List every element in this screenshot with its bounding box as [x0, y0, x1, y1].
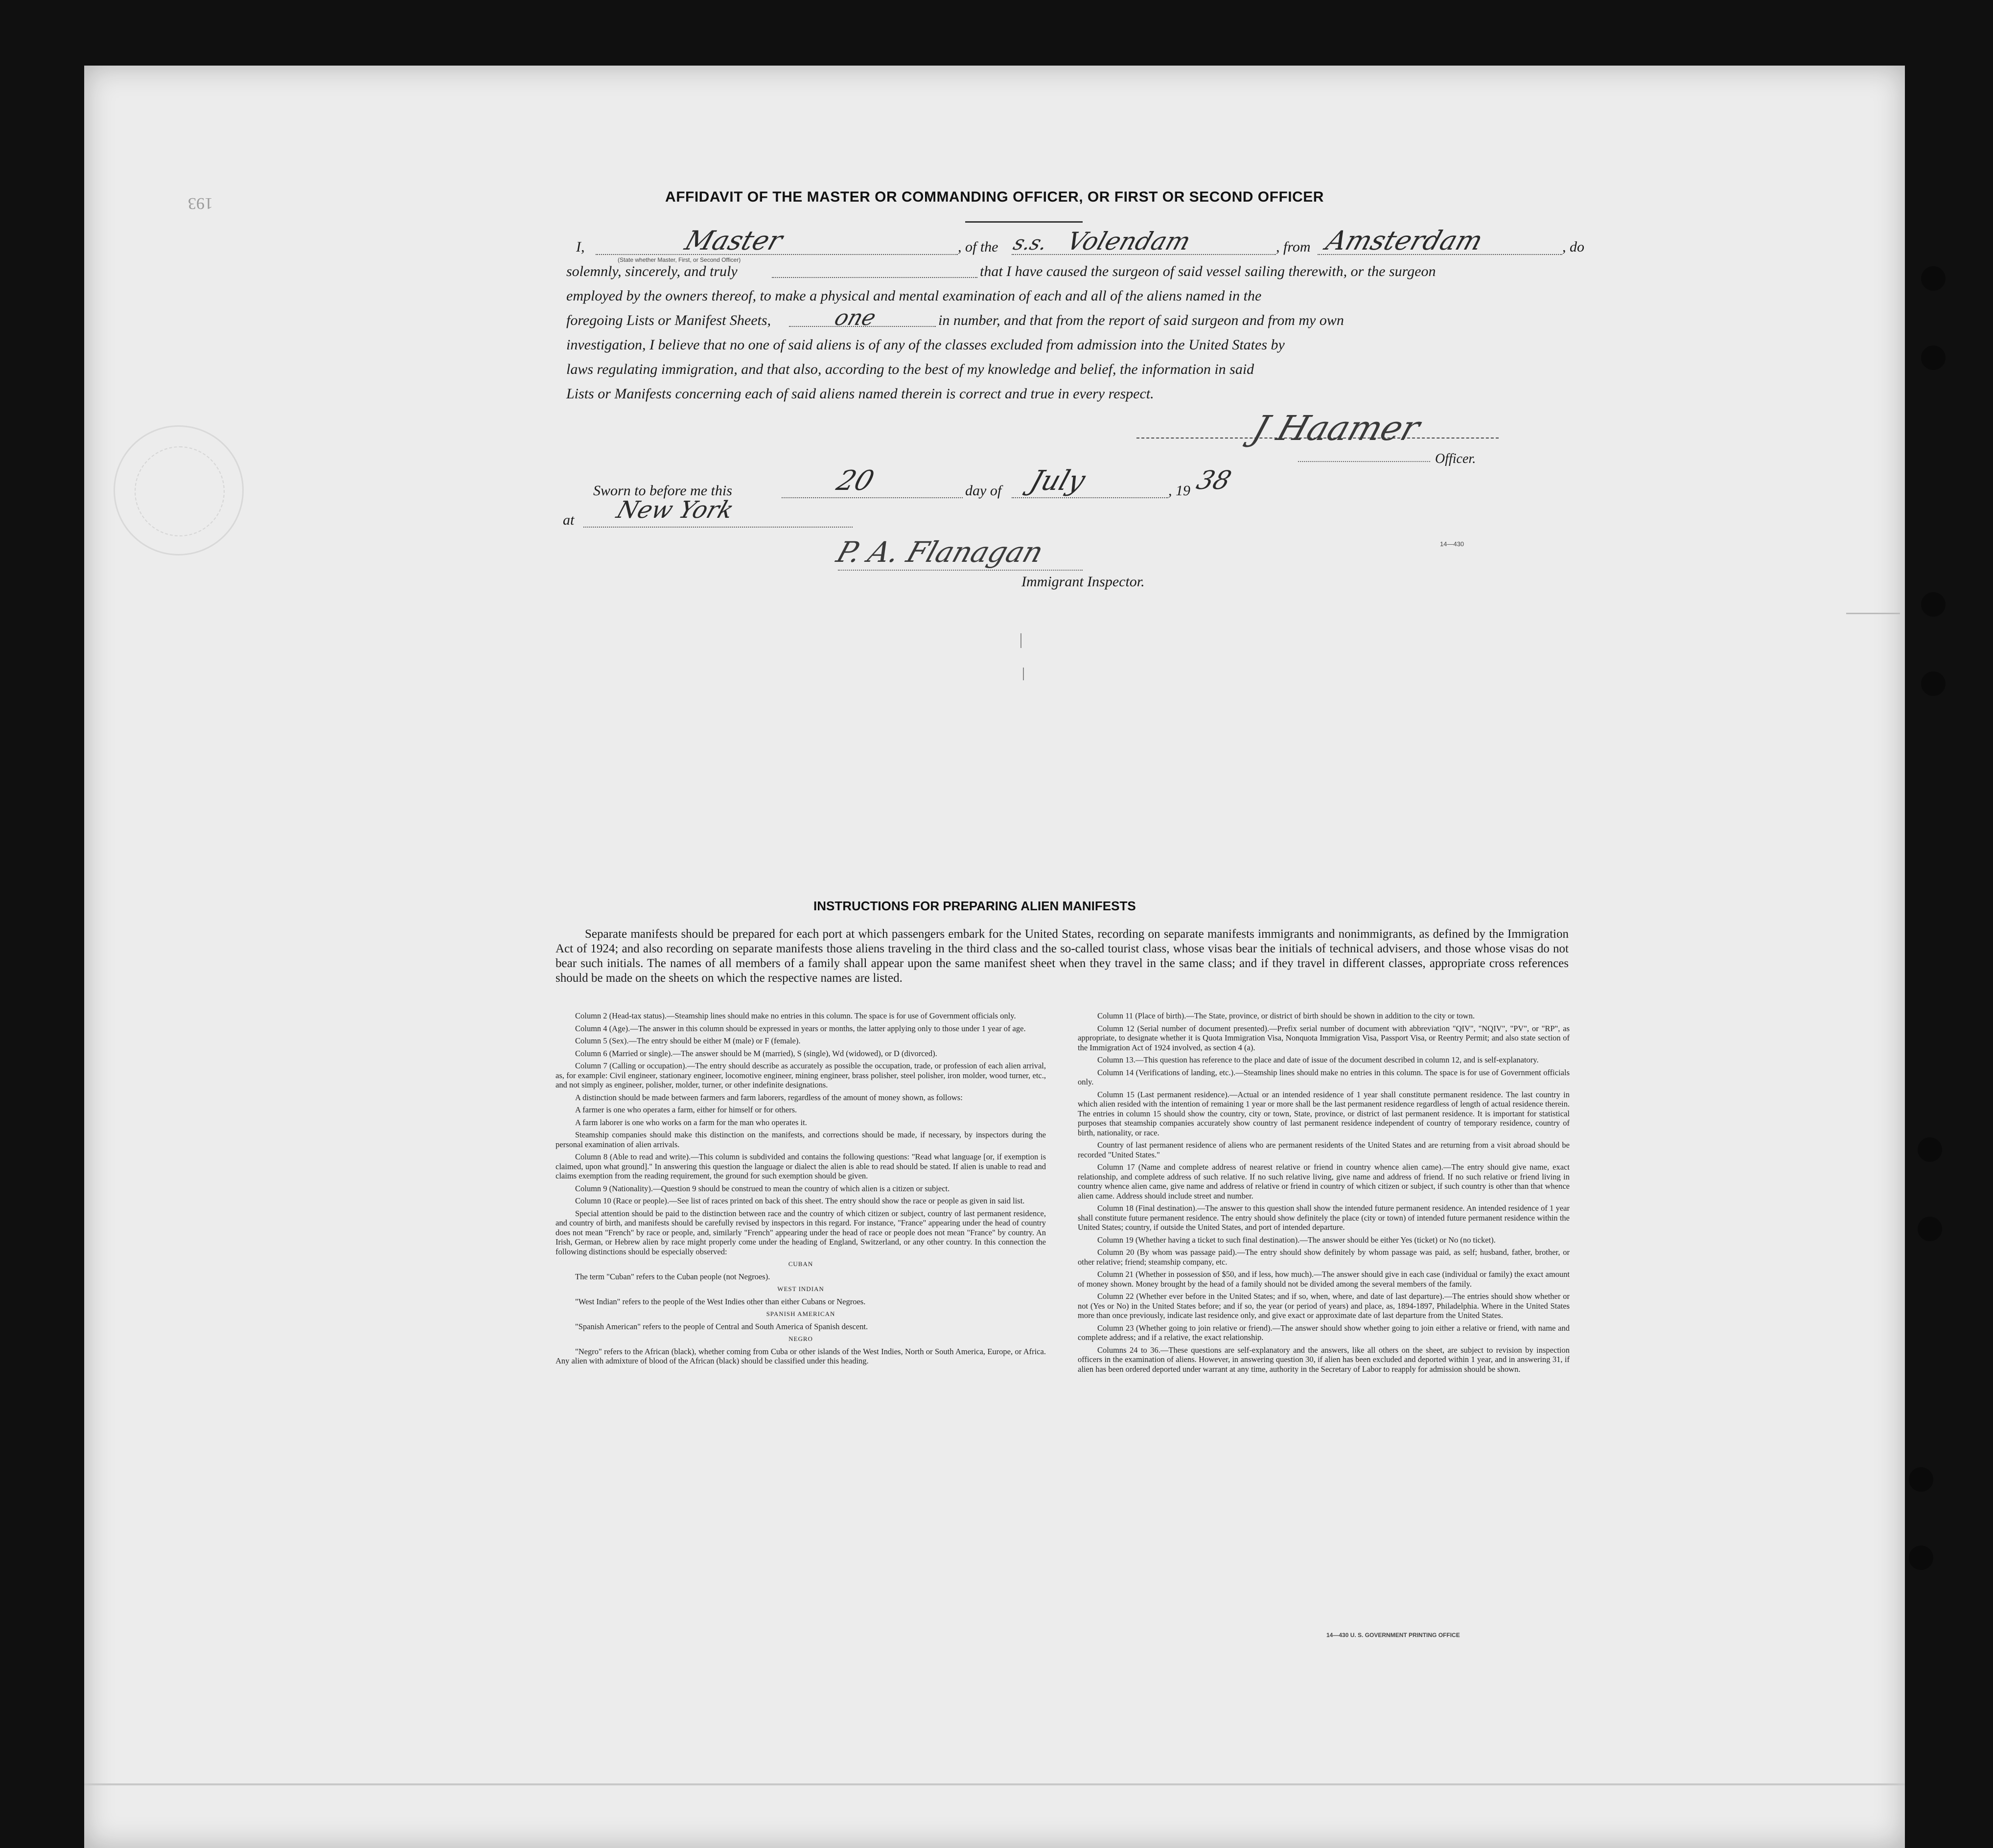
instructions-intro: Separate manifests should be prepared for each port at which passengers embark for the United States, recording on separate manifests immigrants and nonimmigrants, as defined by the Immigration Act of 1924; and also recording on separate manifests those aliens traveling in the third class and the so-called tourist class, whose visas bear the initials of technical advisers, and those whose visas do not bear such initials. The names of all members of a family shall appear upon the same manifest sheet when they travel in the same class; and if they travel in different classes, appropriate cross references should be made on the sheets on which the respective names are listed. — [556, 927, 1569, 985]
race-heading: SPANISH AMERICAN — [766, 1310, 835, 1317]
year-prefix: , 19 — [1168, 483, 1190, 499]
right-column-paragraph: Column 21 (Whether in possession of $50, and if less, how much).—The answer should give in each case (individual or family) the exact amount of money shown. Money brought by the head of a family should not be divided among the several members of the family. — [1078, 1270, 1570, 1289]
left-column-paragraph: A farmer is one who operates a farm, either for himself or for others. — [575, 1105, 797, 1114]
affidavit-line-2-left: solemnly, sincerely, and truly — [566, 263, 738, 279]
affidavit-line-6: laws regulating immigration, and that also, according to the best of my knowledge and belief, the information in said — [566, 361, 1254, 377]
right-column-paragraph: Country of last permanent residence of aliens who are permanent residents of the United States and are returning from a visit abroad should be recorded "United States." — [1078, 1140, 1570, 1159]
affidavit-do: , do — [1562, 239, 1584, 255]
left-column-paragraph: Column 7 (Calling or occupation).—The entry should describe as accurately as possible the occupation, trade, or profession of each alien arrival, as, for example: Civil engineer, stationary engineer, locomotive engineer, mining engineer, brass polisher, steel polisher, iron molder, wood turner, etc., and not simply as engineer, polisher, molder, turner, or other indefinite designations. — [556, 1061, 1046, 1089]
right-column-paragraph: Column 23 (Whether going to join relative or friend).—The answer should show whether going to join either a relative or friend, with name and complete address; and if a relative, the exact relationship. — [1078, 1323, 1570, 1342]
manifest-sheet — [84, 66, 1905, 1848]
instructions-title: INSTRUCTIONS FOR PREPARING ALIEN MANIFESTS — [813, 899, 1136, 913]
right-column-paragraph: Column 14 (Verifications of landing, etc.).—Steamship lines should make no entries in this column. The space is for use of Government officials only. — [1078, 1067, 1570, 1086]
margin-page-number: 193 — [188, 194, 213, 212]
sworn-place-line — [583, 527, 853, 528]
right-column-paragraph: Column 17 (Name and complete address of nearest relative or friend in country whence alien came).—The entry should give name, exact relationship, and complete address of such relative. If no such relative living, give name and address of friend. If no such relative or friend living in country whence alien came, give name and address of relative or friend in country of which citizen or subject, if such country is other than that whence alien came. Address should include street and number. — [1078, 1162, 1570, 1201]
sworn-year-handwritten: 38 — [1193, 466, 1235, 495]
fold-mark — [1846, 613, 1900, 614]
punch-hole — [1909, 1546, 1933, 1570]
left-column-paragraph: Column 4 (Age).—The answer in this column should be expressed in years or months, the latter applying only to those under 1 year of age. — [575, 1023, 1026, 1033]
affidavit-line-3: employed by the owners thereof, to make a physical and mental examination of each and all of the aliens named in the — [566, 288, 1262, 304]
race-definition: "West Indian" refers to the people of the West Indies other than either Cubans or Negroes. — [575, 1296, 866, 1306]
affidavit-title: AFFIDAVIT OF THE MASTER OR COMMANDING OFFICER, OR FIRST OR SECOND OFFICER — [665, 189, 1324, 205]
left-column-paragraph: A distinction should be made between farmers and farm laborers, regardless of the amount of money shown, as follows: — [575, 1092, 963, 1102]
inspector-signature-line — [838, 570, 1083, 571]
officer-label-line — [1298, 461, 1430, 462]
left-column-paragraph: Column 9 (Nationality).—Question 9 should be construed to mean the country of which alien is a citizen or subject. — [575, 1183, 950, 1193]
inspector-label: Immigrant Inspector. — [1021, 574, 1145, 590]
right-column-paragraph: Column 18 (Final destination).—The answer to this question shall show the intended future permanent residence. An intended residence of 1 year shall constitute future permanent residence. The entry should show definitely the place (city or town) of intended future permanent residence within the United States; country, if outside the United States, and port of intended departure. — [1078, 1203, 1570, 1232]
punch-hole — [1921, 671, 1946, 696]
port-from-handwritten: Amsterdam — [1322, 225, 1487, 256]
officer-rank-handwritten: Master — [681, 225, 787, 256]
right-column-paragraph: Column 15 (Last permanent residence).—Actual or an intended residence of 1 year shall constitute permanent residence. The last country in which alien resided with the intention of remaining 1 year or more shall be the last permanent residence regardless of length of actual residence therein. The entries in column 15 should show the country, city or town, State, province, or district of last permanent residence. It is important for statistical purposes that steamship companies accurately show country of last permanent residence independent of country of temporary residence, country of birth, nationality, or race. — [1078, 1089, 1570, 1137]
embossed-seal — [114, 425, 244, 555]
race-definition: The term "Cuban" refers to the Cuban people (not Negroes). — [575, 1271, 770, 1281]
right-column-paragraph: Column 13.—This question has reference to the place and date of issue of the document described in column 12, and is self-explanatory. — [1097, 1055, 1539, 1064]
rank-note: (State whether Master, First, or Second Officer) — [618, 256, 741, 263]
race-heading: WEST INDIAN — [777, 1285, 824, 1293]
left-column-paragraph: Column 5 (Sex).—The entry should be either M (male) or F (female). — [575, 1036, 801, 1045]
officer-signature: J Haamer — [1247, 408, 1425, 448]
affidavit-line-2-right: that I have caused the surgeon of said vessel sailing therewith, or the surgeon — [980, 263, 1436, 279]
day-of-label: day of — [965, 483, 1002, 499]
printing-office-footer: 14—430 U. S. GOVERNMENT PRINTING OFFICE — [1326, 1632, 1460, 1639]
sheet-lower-edge — [84, 1783, 1905, 1785]
right-column-paragraph: Column 22 (Whether ever before in the United States; and if so, when, where, and date of last departure).—The entries should show whether or not (Yes or No) in the United States before; and if so, the year (or period of years) and place, as, 1894-1897, Philadelphia. Where in the United States more than once previously, indicate last residence only, and give exact or approximate date of last departure from the United States. — [1078, 1292, 1570, 1320]
left-column-paragraph: Column 6 (Married or single).—The answer should be M (married), S (single), Wd (widowed), or D (divorced). — [575, 1048, 937, 1058]
sworn-text: Sworn to before me this — [593, 483, 732, 499]
crease-mark — [1023, 668, 1024, 680]
left-column-paragraph: Special attention should be paid to the distinction between race and the country of which citizen or subject, country of last permanent residence, and country of birth, and manifests should be carefully revised by inspectors in this regard. For instance, "France" appearing under the head of country does not mean "French" by race or people, and, similarly "French" appearing under the head of race or people does not mean "France" by country. An Irish, German, or Hebrew alien by race might properly come under the heading of England, Switzerland, or any other country. In this connection the following distinctions should be especially observed: — [556, 1208, 1046, 1256]
affidavit-i: I, — [576, 239, 585, 255]
sheet-count-handwritten: one — [831, 305, 880, 330]
affidavit-from: , from — [1276, 239, 1311, 255]
left-column-paragraph: A farm laborer is one who works on a farm for the man who operates it. — [575, 1117, 807, 1127]
punch-hole — [1909, 1467, 1933, 1492]
title-divider — [965, 221, 1083, 223]
sworn-day-handwritten: 20 — [833, 465, 878, 497]
punch-hole — [1921, 266, 1946, 291]
affidavit-line-5: investigation, I believe that no one of said aliens is of any of the classes excluded from admission into the United States by — [566, 337, 1285, 353]
race-heading: CUBAN — [788, 1260, 813, 1268]
line2-fill-line — [772, 277, 977, 278]
sworn-day-line — [782, 497, 963, 498]
sworn-month-handwritten: July — [1026, 465, 1089, 497]
punch-hole — [1921, 346, 1946, 370]
right-column-paragraph: Column 12 (Serial number of document presented).—Prefix serial number of document with abbreviation "QIV", "NQIV", "PV", or "RP", as appropriate, to designate whether it is Quota Immigration Visa, Nonquota Immigration Visa, Passport Visa, or Reentry Permit; and also state section of the Immigration Act of 1924 involved, as section 4 (a). — [1078, 1023, 1570, 1052]
left-column-paragraph: Column 10 (Race or people).—See list of races printed on back of this sheet. The entry should show the race or people as given in said list. — [575, 1196, 1025, 1205]
crease-mark — [1020, 633, 1021, 648]
right-column-paragraph: Column 19 (Whether having a ticket to such final destination).—The answer should be either Yes (ticket) or No (no ticket). — [1097, 1235, 1496, 1245]
right-column-paragraph: Columns 24 to 36.—These questions are self-explanatory and the answers, like all others on the sheet, are subject to revision by inspection officers in the examination of aliens. However, in answering question 30, if alien has been excluded and deported within 1 year, and in answering 31, if alien has been ordered deported under warrant at any time, authority in the Secretary of Labor to reapply for admission should be shown. — [1078, 1345, 1570, 1374]
race-definition: "Negro" refers to the African (black), whether coming from Cuba or other islands of the West Indies, North or South America, Europe, or Africa. Any alien with admixture of blood of the African (black) should be classified under this heading. — [556, 1346, 1046, 1365]
race-definition: "Spanish American" refers to the people of Central and South America of Spanish descent. — [575, 1321, 868, 1331]
punch-hole — [1918, 1217, 1942, 1241]
affidavit-of-the: , of the — [958, 239, 998, 255]
instructions-right-column — [1078, 1011, 1570, 1377]
affidavit-line-7: Lists or Manifests concerning each of said aliens named therein is correct and true in every respect. — [566, 386, 1154, 402]
right-column-paragraph: Column 20 (By whom was passage paid).—The entry should show definitely by whom passage was paid, as self; husband, father, brother, or other relative; friend; steamship company, etc. — [1078, 1247, 1570, 1267]
right-column-paragraph: Column 11 (Place of birth).—The State, province, or district of birth should be shown in addition to the city or town. — [1097, 1011, 1475, 1020]
form-number: 14—430 — [1440, 540, 1464, 548]
vessel-prefix-handwritten: s.s. — [1010, 232, 1050, 254]
left-column-paragraph: Column 8 (Able to read and write).—This column is subdivided and contains the following questions: "Read what language [or, if exemption is claimed, upon what ground]." In answering this question the language or dialect the alien is able to read should be stated. If alien is unable to read and claims exemption from the reading requirement, the ground for such exemption should be given. — [556, 1152, 1046, 1180]
left-column-paragraph: Column 2 (Head-tax status).—Steamship lines should make no entries in this column. The space is for use of Government officials only. — [575, 1011, 1016, 1020]
punch-hole — [1921, 592, 1946, 617]
instructions-left-column — [556, 1011, 1046, 1369]
affidavit-line-4-right: in number, and that from the report of said surgeon and from my own — [938, 312, 1344, 328]
at-label: at — [563, 512, 575, 528]
race-heading: NEGRO — [788, 1335, 813, 1342]
vessel-name-handwritten: Volendam — [1063, 227, 1195, 255]
sworn-month-line — [1012, 497, 1168, 498]
affidavit-line-4-left: foregoing Lists or Manifest Sheets, — [566, 312, 771, 328]
sworn-place-handwritten: New York — [613, 496, 738, 524]
officer-label: Officer. — [1435, 451, 1476, 466]
punch-hole — [1918, 1137, 1942, 1162]
left-column-paragraph: Steamship companies should make this distinction on the manifests, and corrections should be made, if necessary, by inspectors during the personal examination of alien arrivals. — [556, 1130, 1046, 1149]
inspector-signature: P. A. Flanagan — [832, 535, 1048, 569]
